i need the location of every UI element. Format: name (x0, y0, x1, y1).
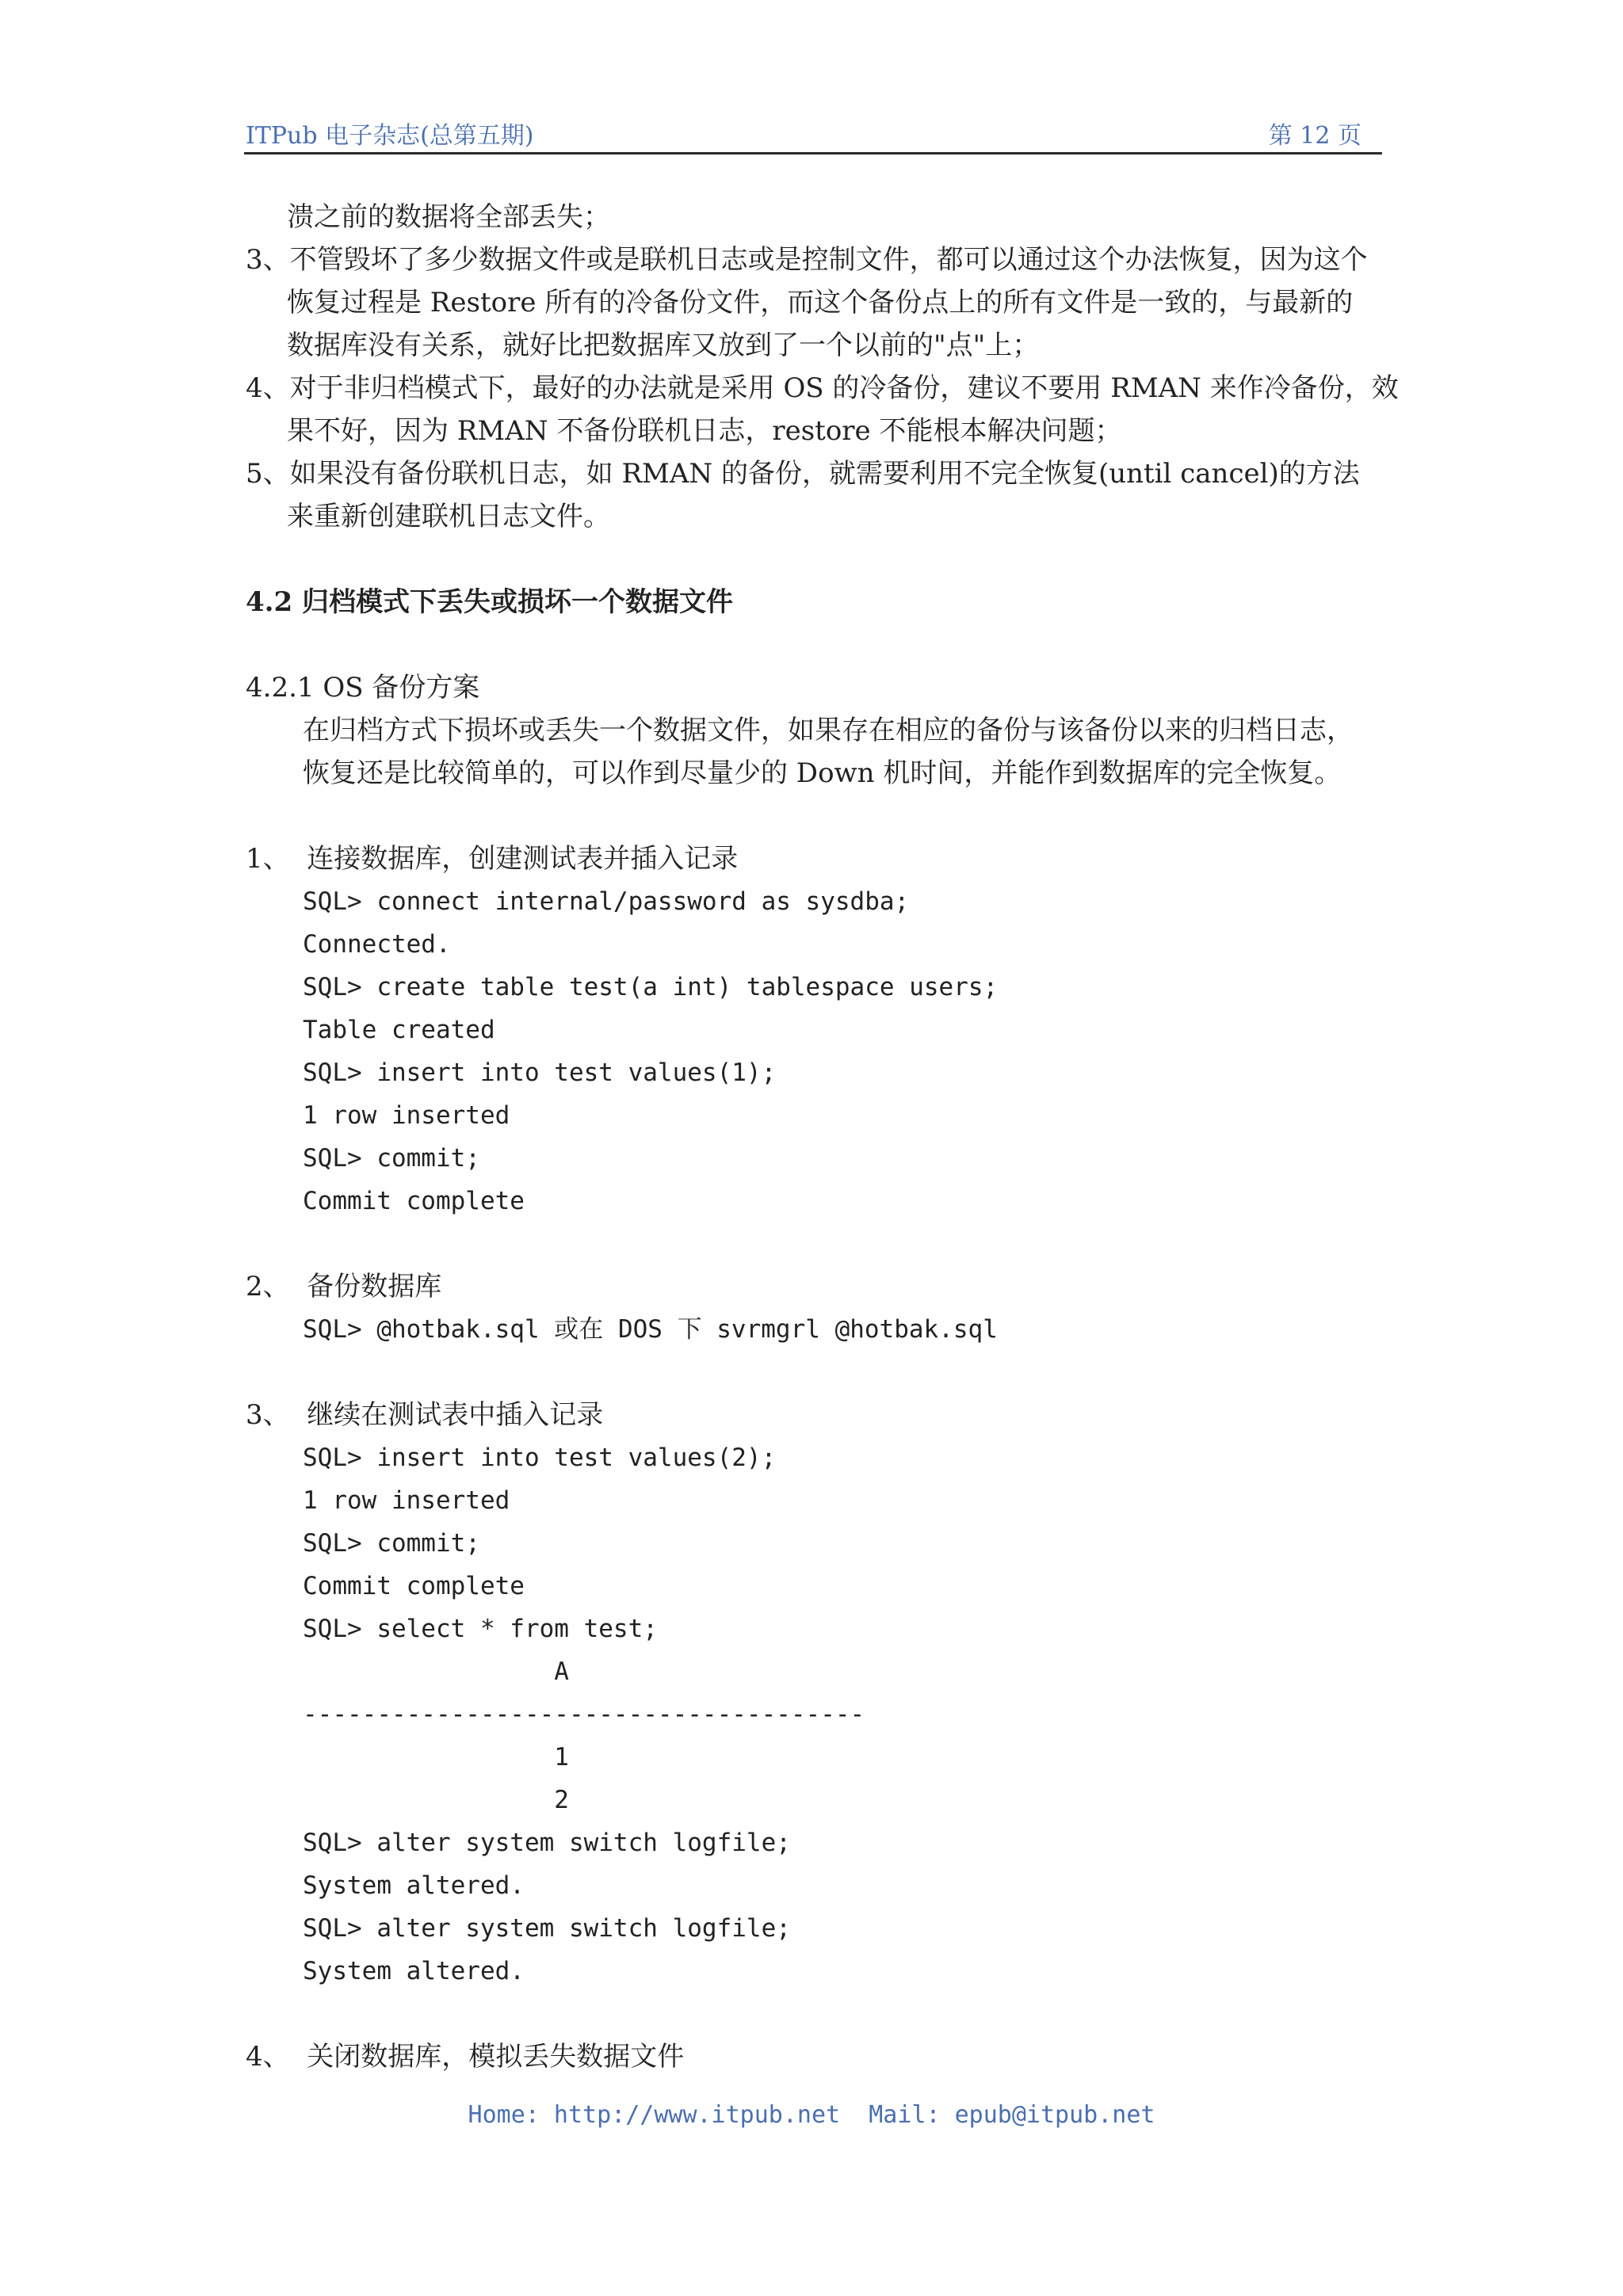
step-4-title: 4、 关闭数据库，模拟丢失数据文件 (246, 2041, 685, 2073)
section-heading: 4.2 归档模式下丢失或损坏一个数据文件 (246, 586, 733, 618)
code-line: Commit complete (303, 1187, 525, 1215)
page-footer: Home: http://www.itpub.net Mail: epub@itpub.net (468, 2101, 1155, 2129)
code-line: SQL> select * from test; (303, 1615, 658, 1643)
magazine-title: ITPub 电子杂志(总第五期) (246, 122, 534, 150)
code-line: A (303, 1657, 569, 1686)
code-line: SQL> insert into test values(1); (303, 1058, 777, 1087)
code-line: Table created (303, 1016, 495, 1044)
list-item-4-line-2: 果不好，因为 RMAN 不备份联机日志，restore 不能根本解决问题； (287, 415, 1122, 447)
code-line: SQL> alter system switch logfile; (303, 1829, 791, 1857)
code-line: Commit complete (303, 1572, 525, 1600)
page-header (244, 113, 1382, 154)
step-1-title: 1、 连接数据库，创建测试表并插入记录 (246, 843, 739, 875)
code-line: SQL> connect internal/password as sysdba; (303, 887, 910, 916)
code-line: SQL> alter system switch logfile; (303, 1914, 791, 1943)
list-item-5-line-2: 来重新创建联机日志文件。 (287, 501, 610, 532)
continued-line: 溃之前的数据将全部丢失； (287, 201, 610, 233)
intro-line-2: 恢复还是比较简单的，可以作到尽量少的 Down 机时间，并能作到数据库的完全恢复。 (303, 757, 1342, 789)
subsection-heading: 4.2.1 OS 备份方案 (246, 672, 480, 704)
list-item-3-line-3: 数据库没有关系，就好比把数据库又放到了一个以前的"点"上； (287, 330, 1040, 361)
code-line: System altered. (303, 1957, 525, 1985)
code-line: 1 row inserted (303, 1486, 510, 1515)
code-line: SQL> @hotbak.sql 或在 DOS 下 svrmgrl @hotbak.sql (303, 1315, 998, 1344)
list-item-3-line-2: 恢复过程是 Restore 所有的冷备份文件，而这个备份点上的所有文件是一致的，与最新的 (287, 287, 1354, 318)
code-line: SQL> insert into test values(2); (303, 1444, 777, 1472)
code-line: System altered. (303, 1871, 525, 1900)
page-number: 第 12 页 (1268, 122, 1361, 150)
list-item-4-line-1: 4、对于非归档模式下，最好的办法就是采用 OS 的冷备份，建议不要用 RMAN 来作冷备份，效 (246, 372, 1399, 404)
intro-line-1: 在归档方式下损坏或丢失一个数据文件，如果存在相应的备份与该备份以来的归档日志， (303, 715, 1354, 746)
code-line: SQL> commit; (303, 1144, 480, 1173)
code-line: -------------------------------------- (303, 1700, 865, 1729)
step-3-title: 3、 继续在测试表中插入记录 (246, 1399, 604, 1431)
code-line: SQL> create table test(a int) tablespace users; (303, 973, 999, 1001)
list-item-3-line-1: 3、不管毁坏了多少数据文件或是联机日志或是控制文件，都可以通过这个办法恢复，因为这个 (246, 244, 1368, 276)
code-line: 2 (303, 1786, 569, 1814)
code-line: Connected. (303, 930, 451, 959)
code-line: SQL> commit; (303, 1529, 480, 1558)
list-item-5-line-1: 5、如果没有备份联机日志，如 RMAN 的备份，就需要利用不完全恢复(until cancel)的方法 (246, 458, 1360, 490)
code-line: 1 row inserted (303, 1101, 510, 1130)
step-2-title: 2、 备份数据库 (246, 1271, 442, 1302)
code-line: 1 (303, 1743, 569, 1772)
